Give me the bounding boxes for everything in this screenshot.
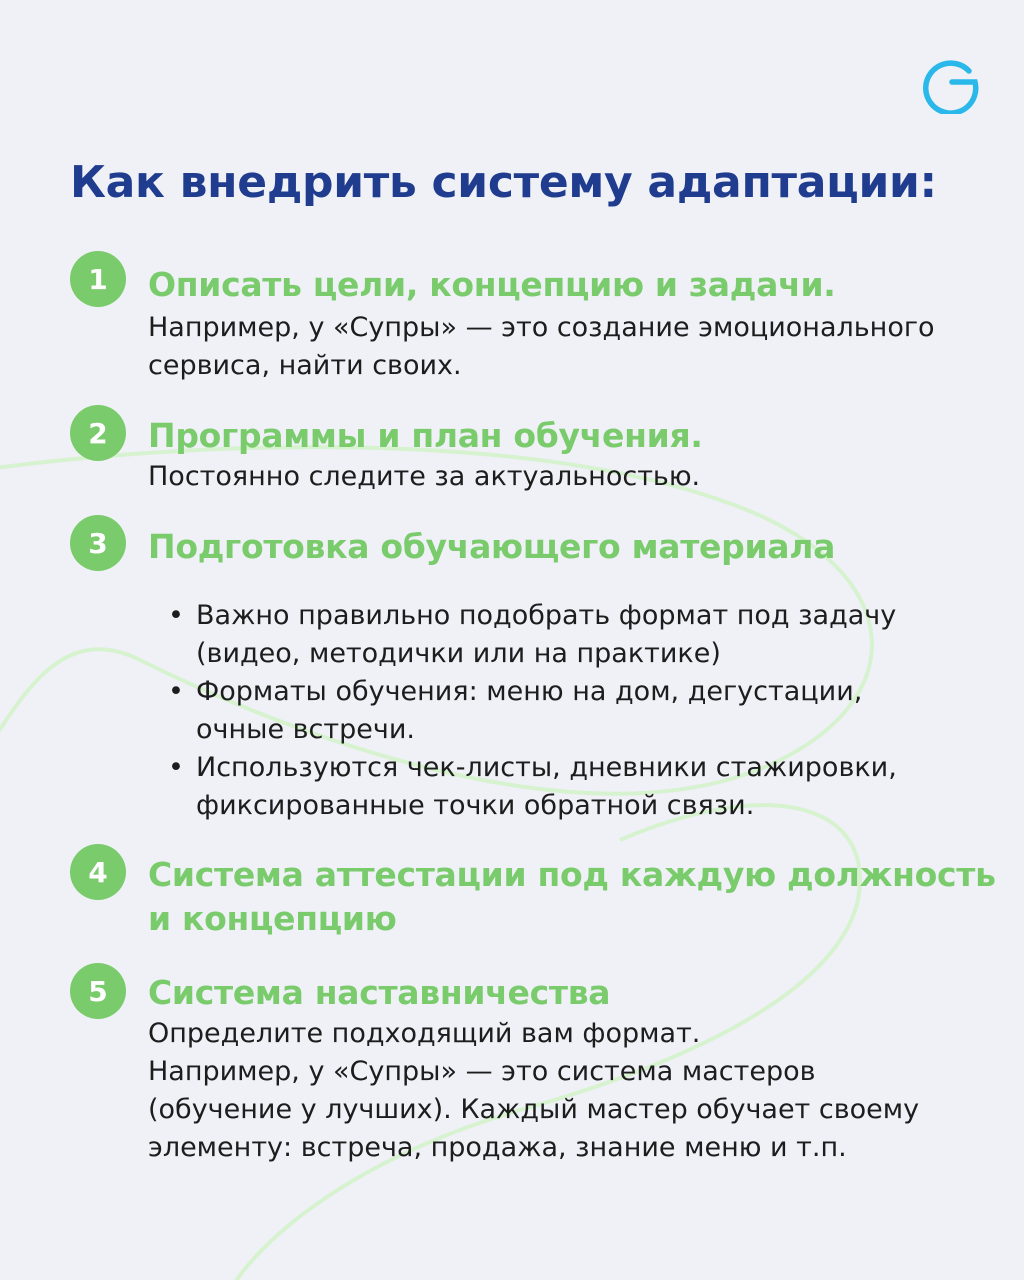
bullet-item (168, 673, 897, 711)
step-heading: Программы и план обучения. (148, 416, 703, 455)
step-description-line: Например, у «Супры» — это система мастеров (148, 1056, 816, 1087)
step-number-badge: 1 (70, 251, 126, 307)
bullet-dot: • (168, 600, 184, 631)
step-description-line: Например, у «Супры» — это создание эмоционального (148, 312, 935, 343)
letter-g-logo (918, 50, 982, 114)
bullet-dot: • (168, 676, 184, 707)
page-title: Как внедрить систему адаптации: (70, 157, 937, 208)
bullet-dot: • (168, 752, 184, 783)
bullet-text-line: (видео, методички или на практике) (196, 638, 721, 669)
bullet-item (168, 597, 897, 635)
step-heading: Система наставничества (148, 973, 611, 1012)
bullet-list (168, 597, 897, 825)
bullet-item-continuation (168, 635, 897, 673)
step-number-badge: 4 (70, 844, 126, 900)
step-number-badge: 3 (70, 515, 126, 571)
step-number-badge: 2 (70, 405, 126, 461)
step-heading: и концепцию (148, 899, 397, 938)
step-description-line: сервиса, найти своих. (148, 350, 462, 381)
step-number-badge: 5 (70, 963, 126, 1019)
bullet-item-continuation (168, 711, 897, 749)
step-heading: Описать цели, концепцию и задачи. (148, 265, 836, 304)
bullet-item-continuation (168, 787, 897, 825)
bullet-item (168, 749, 897, 787)
step-description-line: элементу: встреча, продажа, знание меню и т.п. (148, 1132, 847, 1163)
bullet-text-line: Форматы обучения: меню на дом, дегустации, (196, 676, 863, 707)
bullet-text-line: Используются чек-листы, дневники стажировки, (196, 752, 897, 783)
bullet-text-line: фиксированные точки обратной связи. (196, 790, 755, 821)
step-description-line: Определите подходящий вам формат. (148, 1018, 701, 1049)
bullet-text-line: очные встречи. (196, 714, 415, 745)
step-description-line: (обучение у лучших). Каждый мастер обучает своему (148, 1094, 920, 1125)
step-heading: Подготовка обучающего материала (148, 527, 836, 566)
step-description-line: Постоянно следите за актуальностью. (148, 461, 701, 492)
step-heading: Система аттестации под каждую должность (148, 855, 996, 894)
bullet-text-line: Важно правильно подобрать формат под задачу (196, 600, 897, 631)
